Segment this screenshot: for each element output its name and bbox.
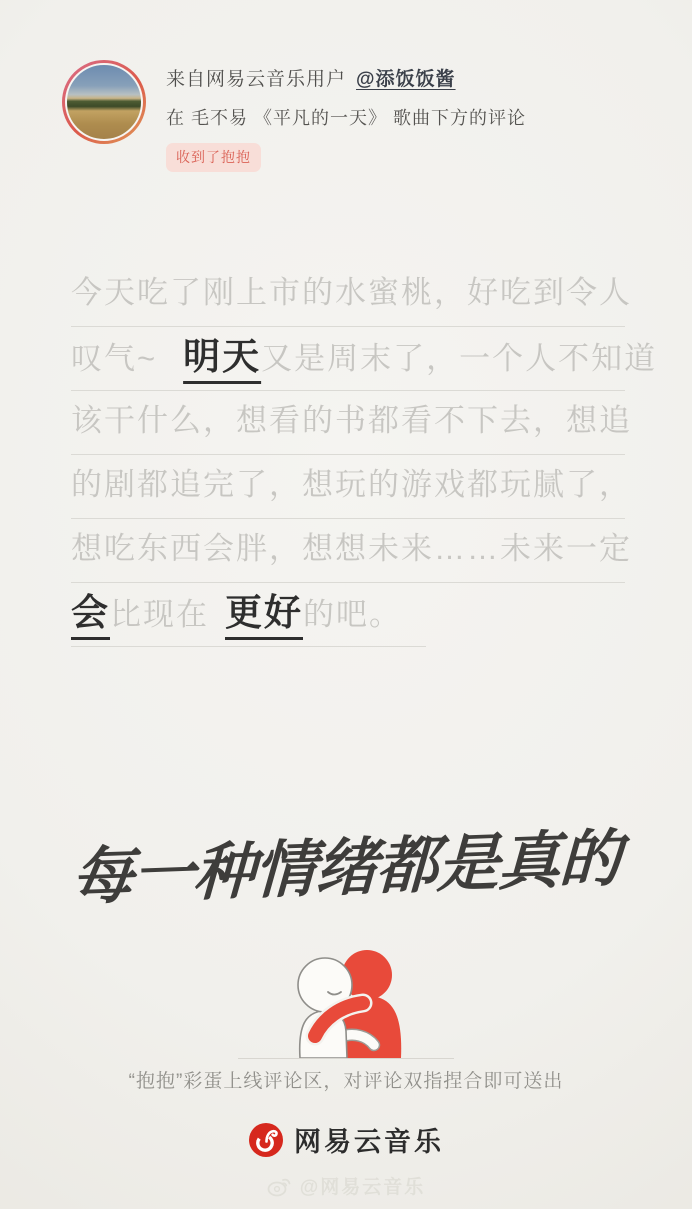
comment-text: 想吃东西会胖，想想未来……未来一定	[71, 531, 632, 566]
watermark-label: @网易云音乐	[299, 1177, 426, 1198]
comment-text: 比现在	[110, 597, 209, 632]
avatar-ring	[62, 60, 146, 144]
logo-wordmark: 网易云音乐	[294, 1127, 444, 1157]
comment-line	[71, 529, 632, 583]
hug-figures-icon	[270, 945, 422, 1058]
source-line	[166, 64, 526, 91]
header-text	[166, 60, 526, 172]
netease-music-note-icon	[248, 1122, 284, 1158]
netease-logo	[0, 1120, 692, 1159]
feature-caption: “抱抱”彩蛋上线评论区，对评论双指捏合即可送出	[128, 1071, 564, 1092]
hug-illustration	[238, 946, 454, 1059]
comment-line	[71, 273, 632, 327]
comment-text: 叹气~	[71, 341, 158, 376]
comment-text: 今天吃了刚上市的水蜜桃，好吃到令人	[71, 275, 632, 310]
comment-text: 的剧都追完了，想玩的游戏都玩腻了，	[71, 467, 632, 502]
ground-line	[238, 1058, 454, 1059]
source-label: 来自网易云音乐用户	[166, 69, 347, 90]
comment-line	[71, 465, 632, 519]
user-header	[62, 60, 652, 172]
emphasized-word: 会	[71, 592, 110, 633]
avatar	[65, 63, 143, 141]
weibo-icon	[267, 1175, 293, 1197]
comment-block	[71, 273, 658, 657]
comment-text: 该干什么，想看的书都看不下去，想追	[71, 403, 632, 438]
comment-line	[71, 401, 632, 455]
hug-received-badge: 收到了抱抱	[166, 143, 261, 172]
weibo-watermark	[0, 1172, 692, 1199]
emphasized-word: 明天	[183, 336, 262, 377]
emphasized-word: 更好	[225, 592, 303, 633]
slogan-calligraphy: 每一种情绪都是真的	[70, 821, 622, 914]
song-context: 在 毛不易 《平凡的一天》 歌曲下方的评论	[166, 108, 527, 128]
comment-text: 又是周末了，一个人不知道	[261, 341, 658, 376]
comment-line	[71, 336, 658, 391]
comment-text: 的吧。	[303, 597, 402, 632]
username-link[interactable]: @添饭饭酱	[356, 69, 456, 90]
comment-line	[71, 593, 426, 647]
